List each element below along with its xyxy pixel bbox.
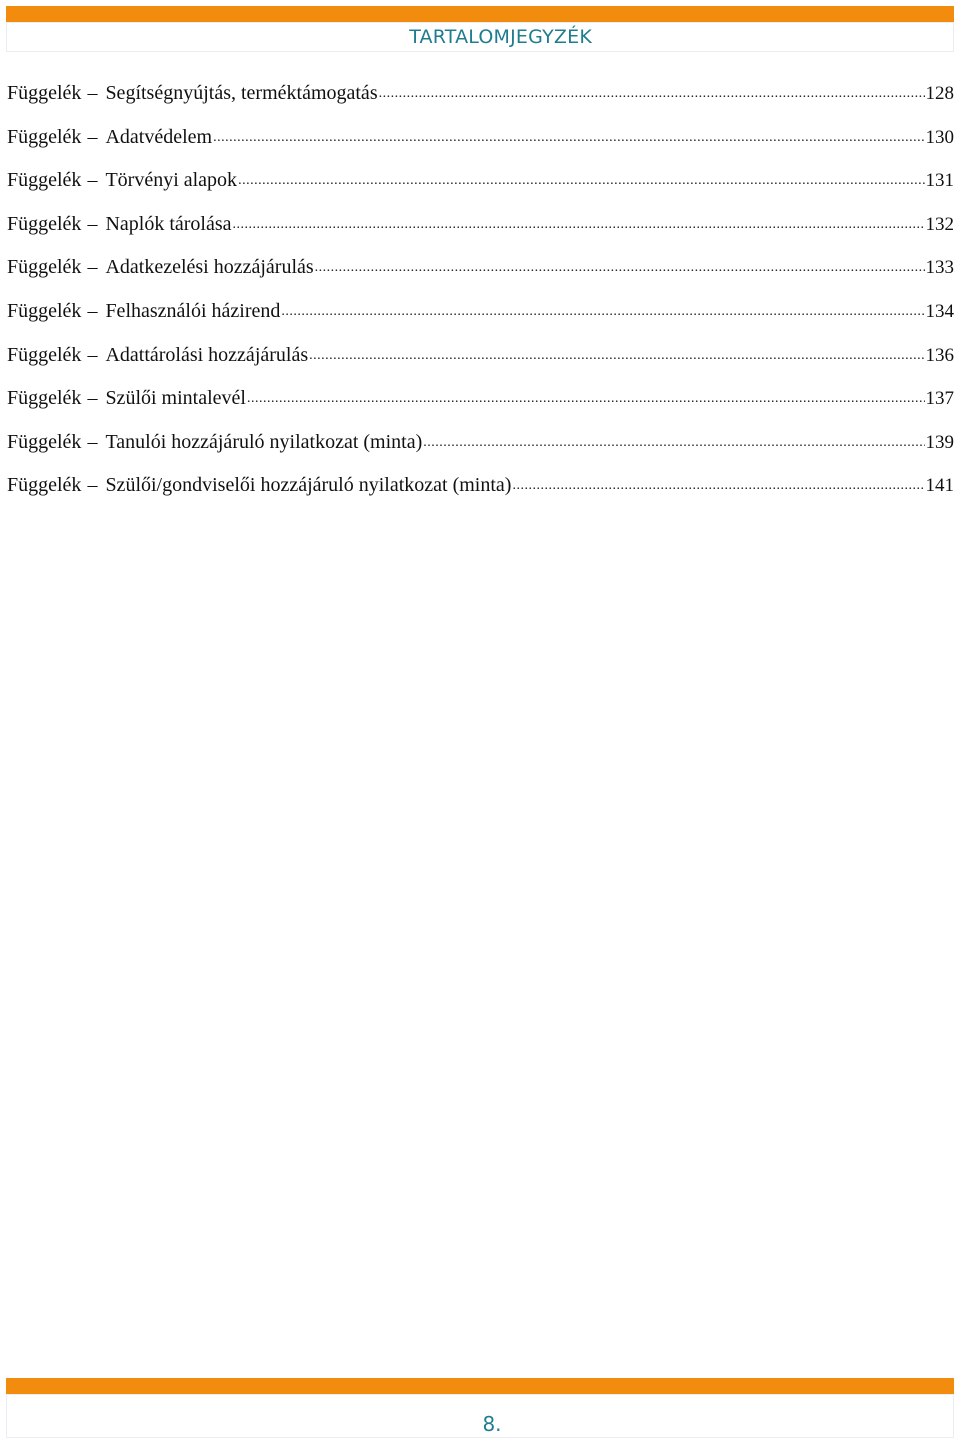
table-of-contents [7, 82, 954, 518]
toc-entry-prefix: Függelék [7, 256, 82, 279]
toc-entry-prefix: Függelék [7, 299, 82, 322]
toc-entry-label [7, 126, 212, 149]
toc-entry-title: Tanulói hozzájáruló nyilatkozat (minta) [105, 430, 423, 453]
page-title: TARTALOMJEGYZÉK [409, 26, 592, 48]
toc-dot-leader [379, 86, 925, 102]
toc-entry-page: 128 [925, 83, 954, 104]
toc-entry[interactable] [7, 82, 954, 126]
page-number: 8. [482, 1412, 502, 1436]
toc-entry-label [7, 344, 308, 367]
toc-entry-page: 137 [925, 388, 954, 410]
toc-dot-leader [309, 348, 924, 364]
toc-entry-separator: – [87, 82, 98, 104]
toc-entry-title: Szülői mintalevél [105, 387, 246, 410]
toc-entry-title: Adattárolási hozzájárulás [105, 343, 309, 366]
header-accent-bar [6, 6, 954, 22]
toc-entry-prefix: Függelék [7, 474, 82, 497]
toc-entry-label [7, 474, 511, 497]
toc-entry[interactable] [7, 169, 954, 213]
toc-entry-separator: – [87, 387, 98, 410]
toc-entry-page: 134 [925, 300, 954, 322]
toc-entry-page: 131 [925, 170, 954, 192]
toc-dot-leader [238, 173, 924, 189]
toc-entry-title: Segítségnyújtás, terméktámogatás [105, 82, 378, 104]
toc-dot-leader [423, 435, 924, 451]
toc-entry-page: 130 [925, 126, 954, 148]
toc-entry-title: Törvényi alapok [105, 169, 238, 192]
toc-entry-separator: – [87, 343, 98, 366]
toc-dot-leader [281, 304, 924, 320]
toc-entry-title: Szülői/gondviselői hozzájáruló nyilatkozat (minta) [105, 474, 512, 497]
toc-entry-separator: – [87, 169, 98, 192]
toc-entry-page: 139 [925, 431, 954, 453]
toc-entry-page: 133 [925, 257, 954, 279]
toc-entry-separator: – [87, 430, 98, 453]
toc-entry-label [7, 387, 246, 410]
toc-entry-label [7, 256, 314, 279]
toc-entry-prefix: Függelék [7, 169, 82, 192]
toc-entry-label [7, 300, 280, 323]
toc-entry-separator: – [87, 125, 98, 148]
toc-entry[interactable] [7, 344, 954, 388]
toc-entry-prefix: Függelék [7, 125, 82, 148]
toc-entry-label [7, 169, 237, 192]
toc-entry-separator: – [87, 212, 98, 235]
toc-entry[interactable] [7, 300, 954, 344]
footer-accent-bar [6, 1378, 954, 1394]
toc-entry-page: 141 [925, 475, 954, 497]
toc-entry-separator: – [87, 256, 98, 279]
toc-entry-prefix: Függelék [7, 430, 82, 453]
toc-entry[interactable] [7, 126, 954, 170]
toc-entry-page: 132 [925, 213, 954, 235]
toc-entry-label [7, 213, 232, 236]
toc-entry-page: 136 [925, 344, 954, 366]
toc-dot-leader [213, 130, 924, 146]
toc-entry-prefix: Függelék [7, 387, 82, 410]
toc-entry[interactable] [7, 387, 954, 431]
toc-dot-leader [247, 391, 925, 407]
toc-dot-leader [512, 478, 924, 494]
toc-entry-separator: – [87, 474, 98, 497]
toc-entry-prefix: Függelék [7, 212, 82, 235]
toc-entry-separator: – [87, 299, 98, 322]
toc-entry-label [7, 82, 378, 105]
toc-entry-label [7, 431, 422, 454]
toc-entry[interactable] [7, 213, 954, 257]
toc-dot-leader [233, 217, 925, 233]
toc-entry[interactable] [7, 256, 954, 300]
toc-entry[interactable] [7, 431, 954, 475]
toc-entry-prefix: Függelék [7, 343, 82, 366]
toc-dot-leader [315, 260, 925, 276]
toc-entry-title: Adatkezelési hozzájárulás [105, 256, 314, 279]
toc-entry-title: Naplók tárolása [105, 212, 232, 235]
toc-entry-prefix: Függelék [7, 82, 82, 104]
toc-entry[interactable] [7, 474, 954, 518]
toc-entry-title: Felhasználói házirend [105, 299, 281, 322]
toc-entry-title: Adatvédelem [105, 125, 213, 148]
